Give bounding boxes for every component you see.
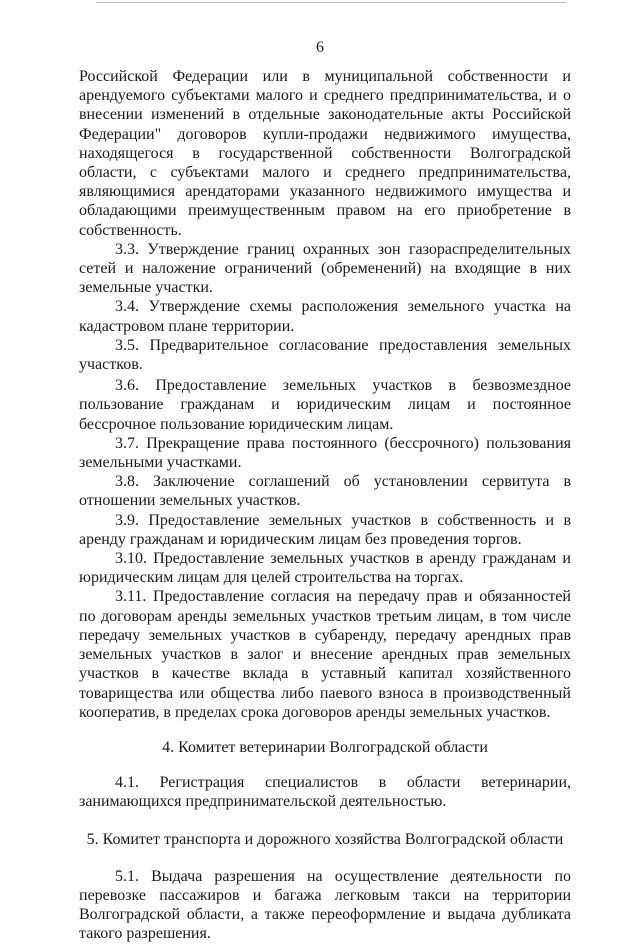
paragraph-5-1: 5.1. Выдача разрешения на осуществление деятельности по перевозке пассажиров и багажа легковым такси на территории Волгоградской области, а также переоформление и выдача дубликата такого разрешения.: [79, 867, 571, 943]
paragraph-3-3: 3.3. Утверждение границ охранных зон газораспределительных сетей и наложение ограничений (обременений) на входящие в них земельные участки.: [79, 240, 571, 297]
section-4-heading: 4. Комитет ветеринарии Волгоградской области: [162, 738, 488, 756]
paragraph-3-7: 3.7. Прекращение права постоянного (бессрочного) пользования земельными участками.: [79, 434, 571, 472]
paragraph-3-11: 3.11. Предоставление согласия на передачу прав и обязанностей по договорам аренды земельных участков третьим лицам, в том числе передачу земельных участков в субаренду, передачу арендных прав земельных участков в залог и внесение арендных прав земельных участков в качестве вклада в уставный капитал хозяйственного товарищества или общества либо паевого взноса в производственный кооператив, в пределах срока договоров аренды земельных участков.: [79, 588, 571, 721]
page-number: 6: [316, 39, 324, 56]
top-edge-line: [96, 2, 566, 3]
paragraph-3-5: 3.5. Предварительное согласование предоставления земельных участков.: [79, 336, 571, 374]
paragraph-3-6: 3.6. Предоставление земельных участков в безвозмездное пользование гражданам и юридическим лицам и постоянное бессрочное пользование юридическим лицам.: [79, 377, 571, 433]
paragraph-3-8: 3.8. Заключение соглашений об установлении сервитута в отношении земельных участков.: [79, 473, 571, 510]
document-body: [79, 67, 571, 944]
paragraph-3-9: 3.9. Предоставление земельных участков в собственность и в аренду гражданам и юридическим лицам без проведения торгов.: [79, 511, 571, 548]
section-5-heading: 5. Комитет транспорта и дорожного хозяйства Волгоградской области: [86, 830, 564, 848]
paragraph-4-1: 4.1. Регистрация специалистов в области ветеринарии, занимающихся предпринимательской деятельностью.: [79, 774, 571, 811]
paragraph-continuation: Российской Федерации или в муниципальной собственности и арендуемого субъектами малого и среднего предпринимательства, и о внесении изменений в отдельные законодательные акты Российской Федерации" договоров купли-продажи недвижимого имущества, находящегося в государственной собственности Волгоградской области, с субъектами малого и среднего предпринимательства, являющимися арендаторами указанного недвижимого имущества и обладающими преимущественным правом на его приобретение в собственность.: [79, 68, 571, 239]
paragraph-3-10: 3.10. Предоставление земельных участков в аренду гражданам и юридическим лицам для целей строительства на торгах.: [79, 550, 571, 587]
paragraph-3-4: 3.4. Утверждение схемы расположения земельного участка на кадастровом плане территории.: [79, 298, 571, 335]
